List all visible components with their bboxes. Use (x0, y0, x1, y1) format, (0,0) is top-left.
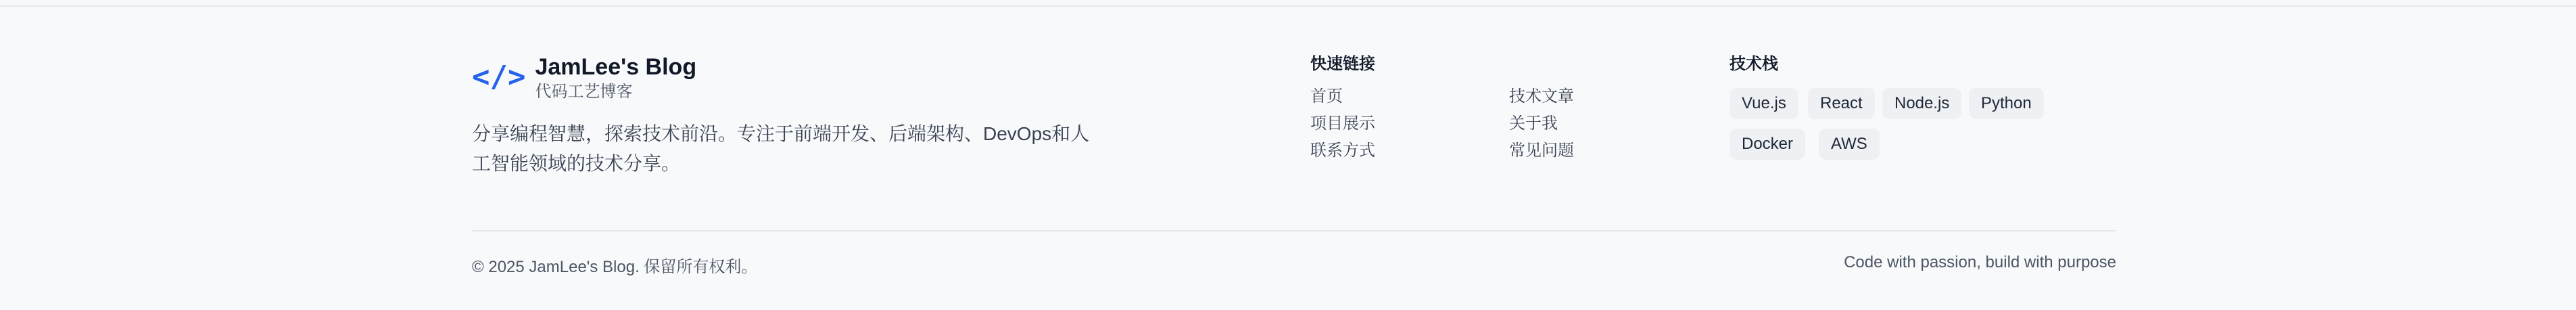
link-projects[interactable]: 项目展示 (1310, 114, 1375, 133)
link-faq[interactable]: 常见问题 (1509, 141, 1574, 160)
tech-tag-react[interactable]: React (1808, 88, 1875, 119)
link-home[interactable]: 首页 (1310, 87, 1343, 106)
copyright: © 2025 JamLee's Blog. 保留所有权利。 (472, 258, 758, 276)
bottom-divider (472, 230, 2116, 231)
tech-tag-aws[interactable]: AWS (1819, 129, 1880, 160)
brand-title: JamLee's Blog (535, 54, 697, 80)
link-articles[interactable]: 技术文章 (1509, 87, 1574, 106)
tech-stack-title: 技术栈 (1730, 55, 1778, 73)
link-contact[interactable]: 联系方式 (1310, 141, 1375, 160)
tech-tag-vue[interactable]: Vue.js (1730, 88, 1798, 119)
tech-tag-node[interactable]: Node.js (1882, 88, 1961, 119)
tech-tag-python[interactable]: Python (1969, 88, 2044, 119)
footer-tagline: Code with passion, build with purpose (1844, 253, 2116, 271)
brand-subtitle: 代码工艺博客 (535, 83, 633, 101)
link-about[interactable]: 关于我 (1509, 114, 1558, 133)
quick-links-title: 快速链接 (1310, 55, 1375, 73)
brand-text (535, 53, 696, 103)
footer-brand[interactable] (472, 53, 696, 103)
brand-description: 分享编程智慧，探索技术前沿。专注于前端开发、后端架构、DevOps和人工智能领域的技术分享。 (472, 123, 1090, 174)
tech-tag-docker[interactable]: Docker (1730, 129, 1805, 160)
code-icon: </> (472, 60, 526, 94)
